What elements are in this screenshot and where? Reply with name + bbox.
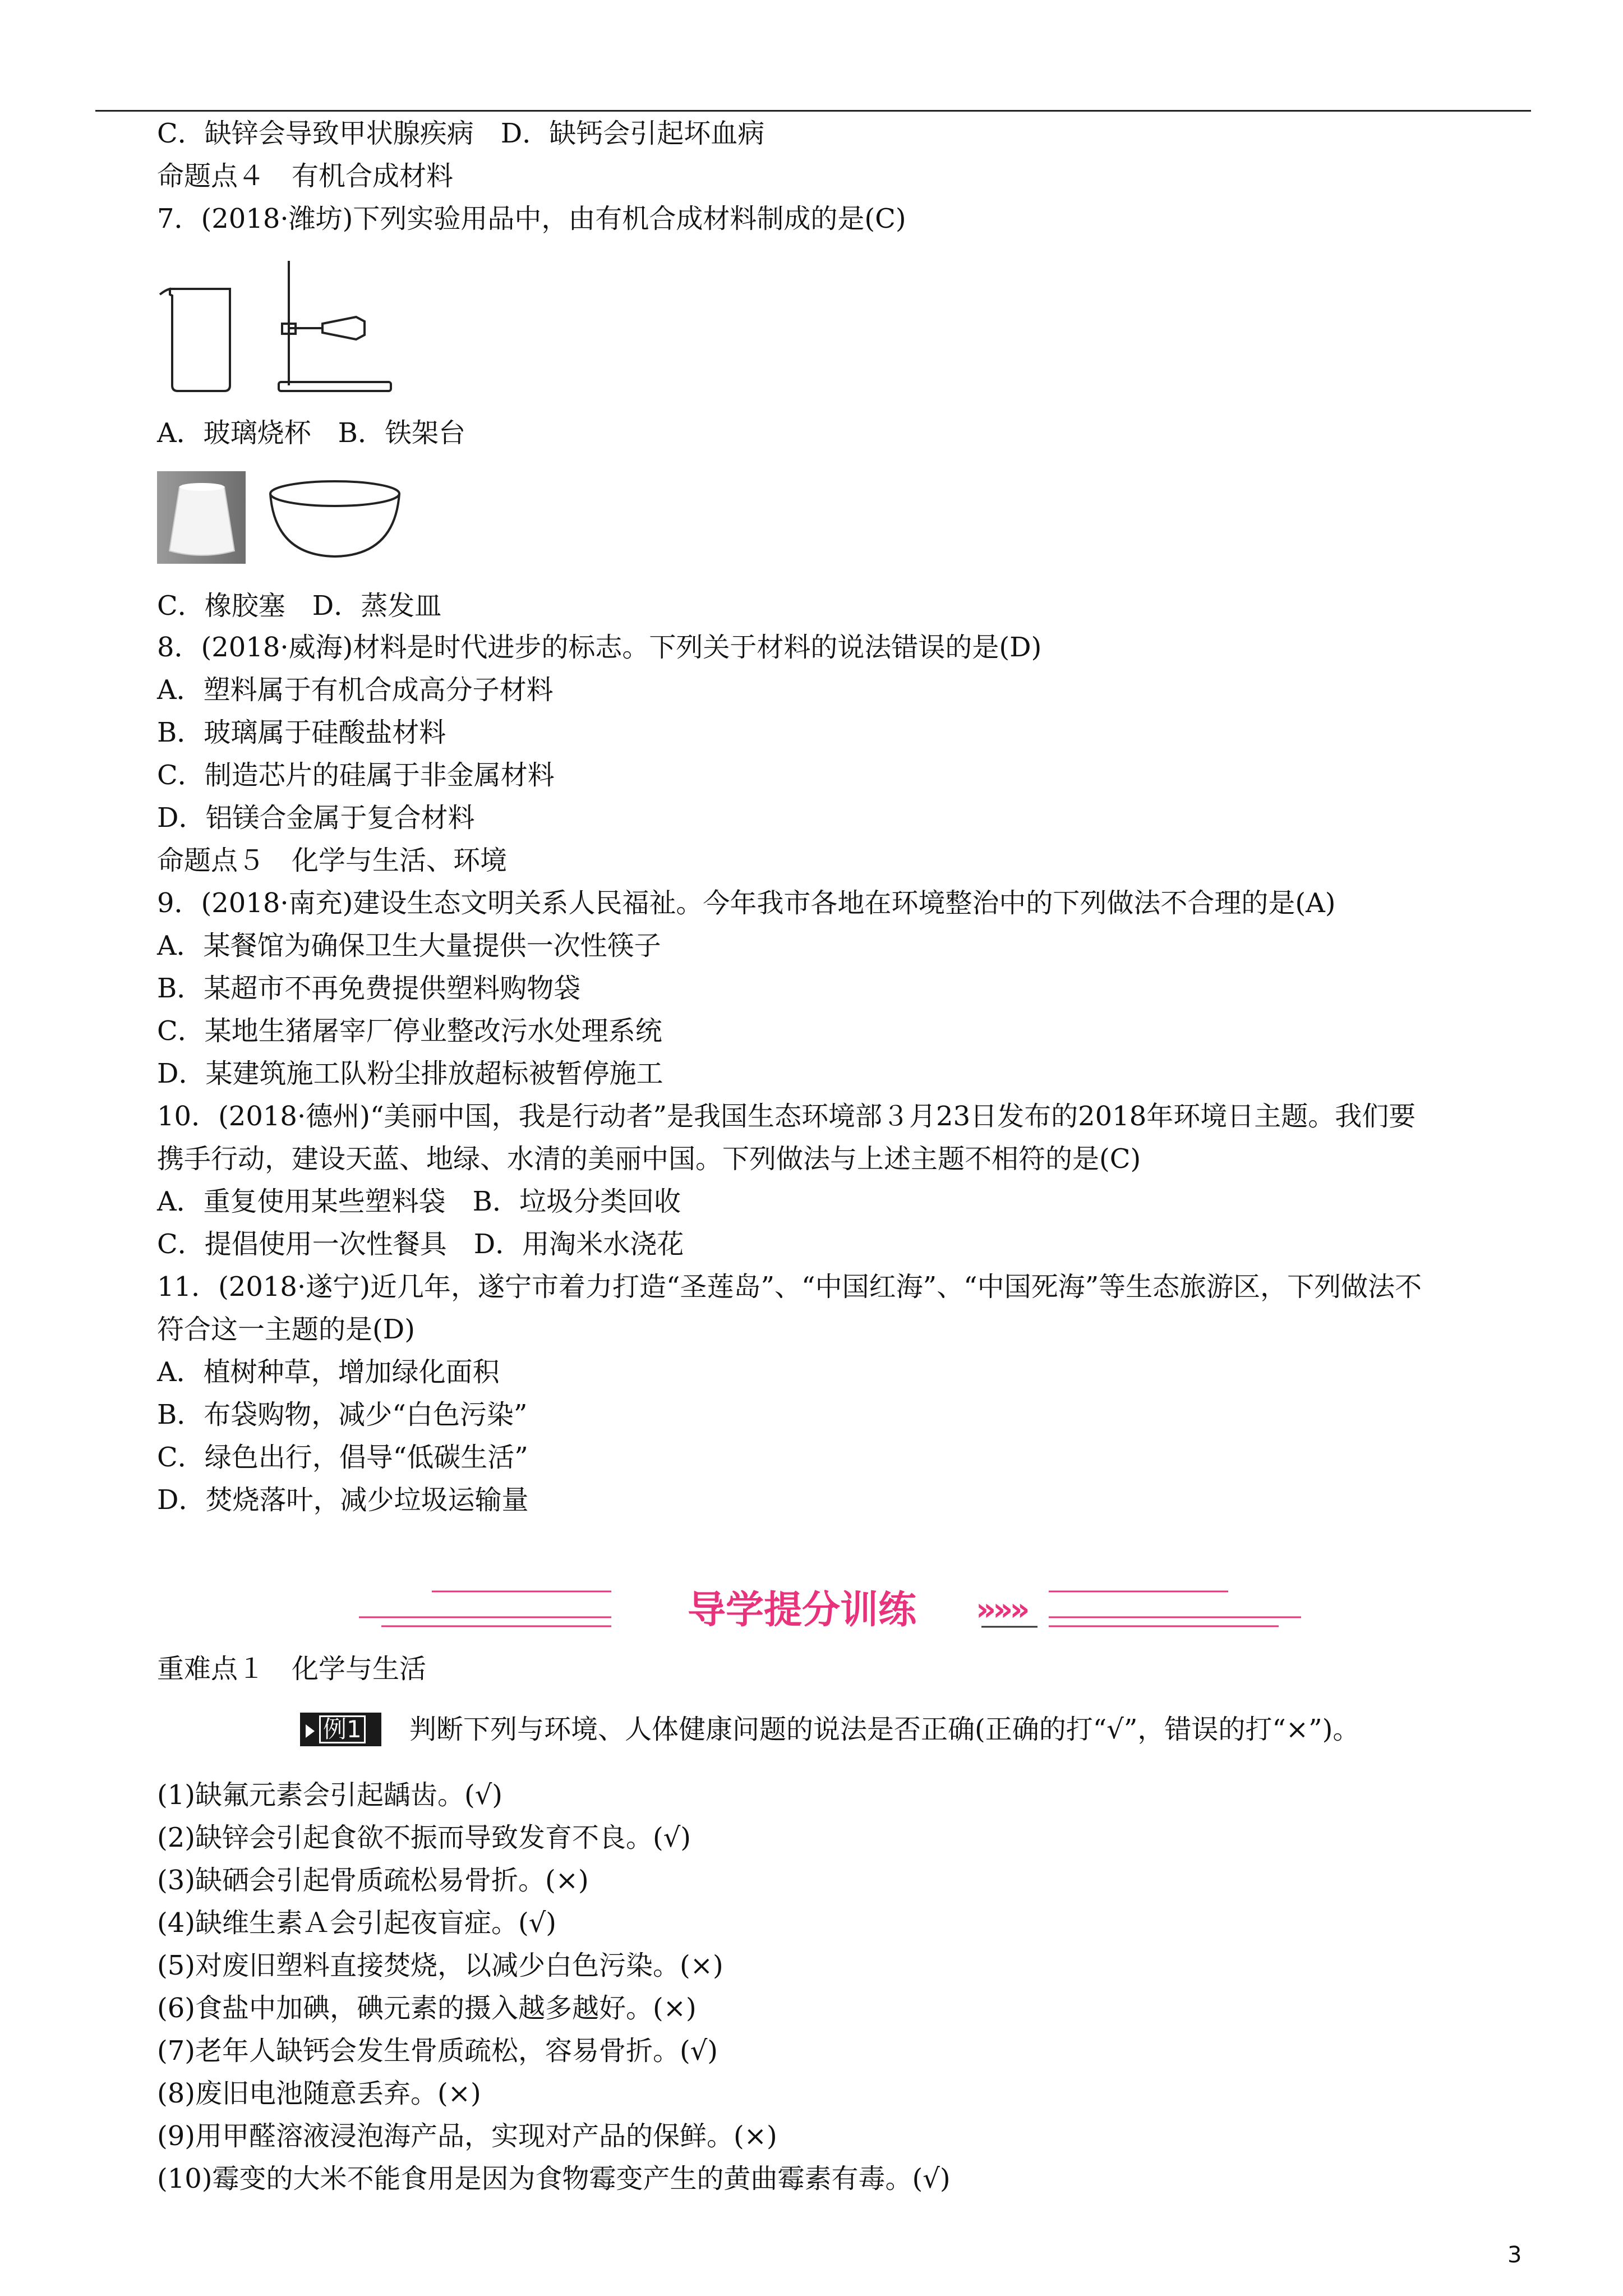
judgement-item: (4)缺维生素Ａ会引起夜盲症。(√) xyxy=(157,1907,557,1939)
beaker-icon xyxy=(160,289,230,391)
option-8b: B．玻璃属于硅酸盐材料 xyxy=(157,717,446,748)
options-10ab: A．重复使用某些塑料袋 B．垃圾分类回收 xyxy=(157,1186,681,1217)
option-11d: D．焚烧落叶，减少垃圾运输量 xyxy=(157,1484,529,1516)
question-7: 7．(2018·潍坊)下列实验用品中，由有机合成材料制成的是(C) xyxy=(157,203,906,234)
banner-right-chevrons: »»» xyxy=(976,1591,1027,1628)
rubber-stopper-icon xyxy=(157,471,246,564)
judgement-item: (2)缺锌会引起食欲不振而导致发育不良。(√) xyxy=(157,1822,691,1853)
options-10cd: C．提倡使用一次性餐具 D．用淘米水浇花 xyxy=(157,1228,684,1260)
option-8c: C．制造芯片的硅属于非金属材料 xyxy=(157,760,555,791)
option-11c: C．绿色出行，倡导“低碳生活” xyxy=(157,1442,528,1473)
evaporating-dish-icon xyxy=(270,481,399,556)
judgement-item: (1)缺氟元素会引起龋齿。(√) xyxy=(157,1779,503,1811)
option-11b: B．布袋购物，减少“白色污染” xyxy=(157,1399,528,1430)
example-instruction: 判断下列与环境、人体健康问题的说法是否正确(正确的打“√”，错误的打“×”)。 xyxy=(409,1714,1360,1745)
section-heading: 命题点５ 化学与生活、环境 xyxy=(157,845,508,876)
option-9d: D．某建筑施工队粉尘排放超标被暂停施工 xyxy=(157,1058,663,1089)
option-9a: A．某餐馆为确保卫生大量提供一次性筷子 xyxy=(157,930,661,961)
options-7ab: A．玻璃烧杯 B．铁架台 xyxy=(157,417,465,449)
option-9b: B．某超市不再免费提供塑料购物袋 xyxy=(157,973,581,1004)
judgement-item: (9)用甲醛溶液浸泡海产品，实现对产品的保鲜。(×) xyxy=(157,2120,777,2152)
question-8: 8．(2018·威海)材料是时代进步的标志。下列关于材料的说法错误的是(D) xyxy=(157,632,1042,663)
option-9c: C．某地生猪屠宰厂停业整改污水处理系统 xyxy=(157,1015,662,1047)
iron-stand-icon xyxy=(279,261,391,391)
page-number: 3 xyxy=(1507,2242,1522,2268)
play-triangle-icon xyxy=(306,1724,315,1738)
judgement-item: (6)食盐中加碘，碘元素的摄入越多越好。(×) xyxy=(157,1993,697,2024)
judgement-item: (3)缺硒会引起骨质疏松易骨折。(×) xyxy=(157,1865,589,1896)
judgement-item: (5)对废旧塑料直接焚烧，以减少白色污染。(×) xyxy=(157,1950,723,1981)
question-10: 10．(2018·德州)“美丽中国，我是行动者”是我国生态环境部３月23日发布的2018年环境日主题。我们要 xyxy=(157,1101,1416,1132)
option-11a: A．植树种草，增加绿化面积 xyxy=(157,1356,500,1388)
option-8d: D．铝镁合金属于复合材料 xyxy=(157,802,475,834)
header-rule xyxy=(95,110,1531,112)
question-9: 9．(2018·南充)建设生态文明关系人民福祉。今年我市各地在环境整治中的下列做法不合理的是(A) xyxy=(157,887,1336,919)
option-8a: A．塑料属于有机合成高分子材料 xyxy=(157,674,554,706)
section-heading: 重难点１ 化学与生活 xyxy=(157,1653,427,1685)
section-heading: 命题点４ 有机合成材料 xyxy=(157,160,454,192)
example-label: 例1 xyxy=(319,1715,366,1743)
stopper-dish-figure xyxy=(157,471,404,569)
question-10-cont: 携手行动，建设天蓝、地绿、水清的美丽中国。下列做法与上述主题不相符的是(C) xyxy=(157,1143,1141,1175)
example-tag xyxy=(300,1713,381,1746)
judgement-item: (10)霉变的大米不能食用是因为食物霉变产生的黄曲霉素有毒。(√) xyxy=(157,2163,951,2194)
question-11-cont: 符合这一主题的是(D) xyxy=(157,1314,415,1345)
text-line: C．缺锌会导致甲状腺疾病 D．缺钙会引起坏血病 xyxy=(157,118,765,149)
judgement-item: (8)废旧电池随意丢弃。(×) xyxy=(157,2078,481,2109)
question-11: 11．(2018·遂宁)近几年，遂宁市着力打造“圣莲岛”、“中国红海”、“中国死海”等生态旅游区，下列做法不 xyxy=(157,1271,1422,1303)
options-7cd: C．橡胶塞 D．蒸发皿 xyxy=(157,590,442,622)
beaker-stand-figure xyxy=(154,255,401,395)
banner-title: 导学提分训练 xyxy=(623,1585,981,1636)
judgement-item: (7)老年人缺钙会发生骨质疏松，容易骨折。(√) xyxy=(157,2035,718,2067)
